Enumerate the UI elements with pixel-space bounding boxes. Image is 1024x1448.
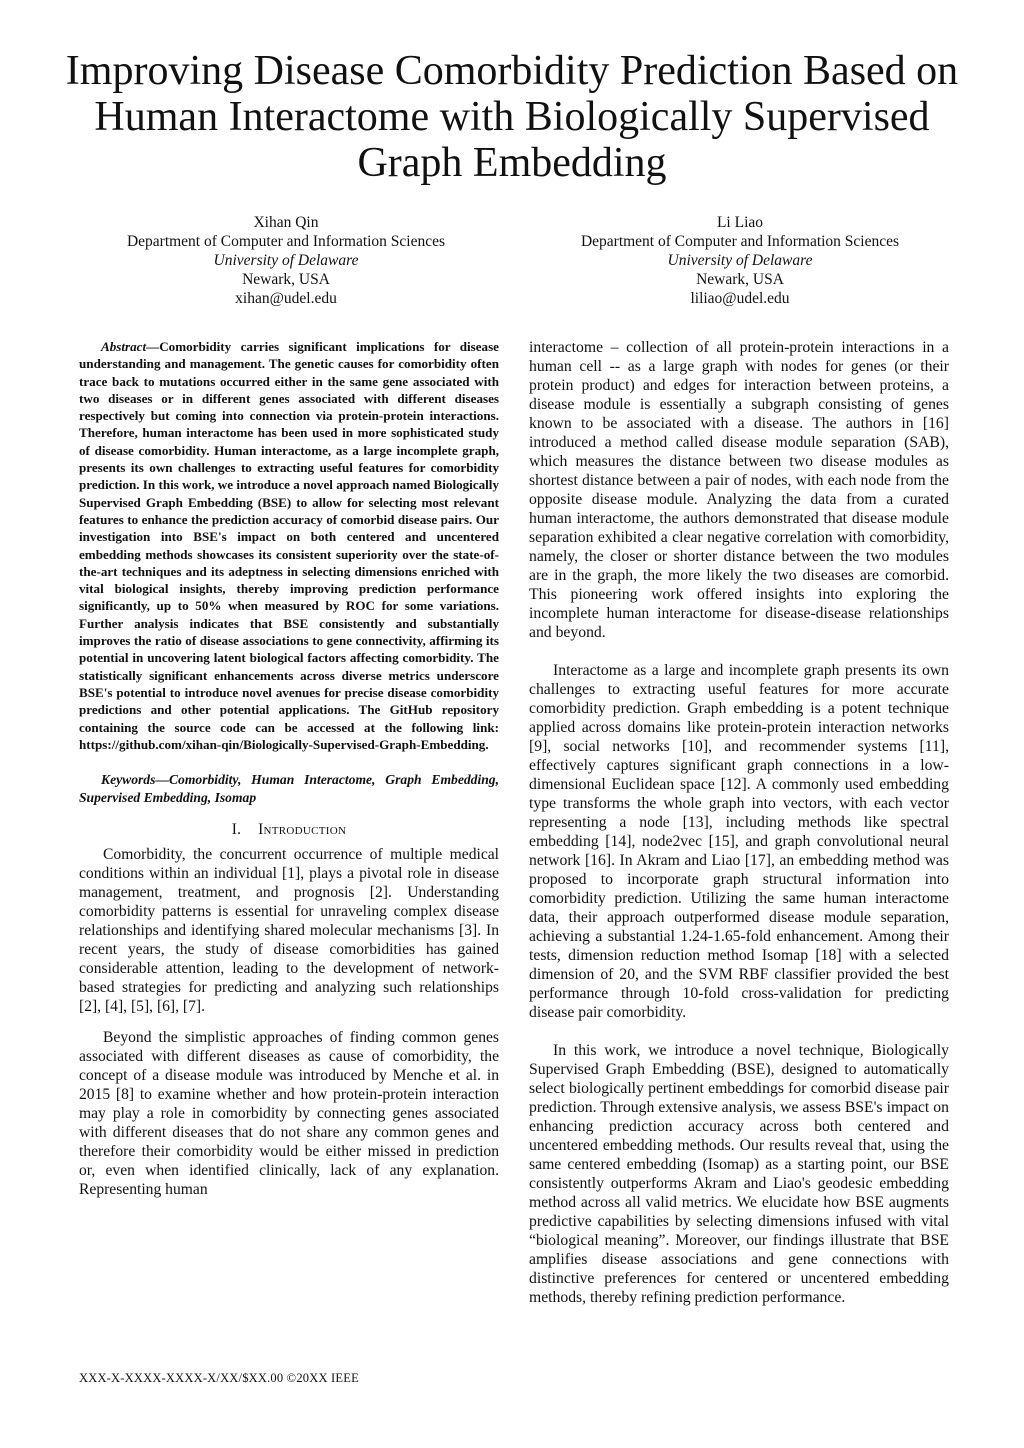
left-column	[79, 338, 499, 1211]
abstract-label: Abstract	[101, 339, 147, 354]
author-block-1	[66, 213, 506, 308]
author-department: Department of Computer and Information Sciences	[126, 233, 446, 250]
author-name: Xihan Qin	[253, 214, 319, 231]
author-name: Li Liao	[716, 214, 764, 231]
section-heading	[79, 820, 499, 839]
body-paragraph: Beyond the simplistic approaches of finding common genes associated with different diseases as cause of comorbidity, the concept of a disease module was introduced by Menche et al. in 2015 [8] to examine whether and how protein-protein interaction may play a role in comorbidity by connecting genes associated with different diseases that do not share any common genes and therefore their comorbidity would be either missed in prediction or, even when identified clinically, lack of any explanation. Representing human	[79, 1029, 499, 1199]
author-department: Department of Computer and Information Sciences	[580, 233, 900, 250]
author-location: Newark, USA	[696, 271, 784, 288]
author-university: University of Delaware	[667, 252, 813, 269]
body-paragraph: Interactome as a large and incomplete graph presents its own challenges to extracting useful features for more accurate comorbidity prediction. Graph embedding is a potent technique applied across domains like protein-protein interaction networks [9], social networks [10], and recommender systems [11], effectively captures significant graph connections in a low-dimensional Euclidean space [12]. A commonly used embedding type transforms the whole graph into vectors, with each vector representing a node [13], including methods like spectral embedding [14], node2vec [15], and graph convolutional neural network [16]. In Akram and Liao [17], an embedding method was proposed to incorporate graph structural information into comorbidity prediction. Utilizing the same human interactome data, their approach outperformed disease module separation, achieving a substantial 1.24-1.65-fold enhancement. Among their tests, dimension reduction method Isomap [18] with a selected dimension of 20, and the SVM RBF classifier provided the best performance through 10-fold cross-validation for predicting disease pair comorbidity.	[529, 662, 949, 1021]
author-university: University of Delaware	[213, 252, 359, 269]
right-column	[529, 338, 949, 1326]
abstract	[79, 338, 499, 753]
body-paragraph: In this work, we introduce a novel technique, Biologically Supervised Graph Embedding (BSE), designed to automatically select biologically pertinent embeddings for comorbid disease pair prediction. Through extensive analysis, we assess BSE's impact on enhancing prediction accuracy across both centered and uncentered embedding methods. Our results reveal that, using the same centered embedding (Isomap) as a starting point, our BSE consistently outperforms Akram and Liao's geodesic embedding method across all valid metrics. We elucidate how BSE augments predictive capabilities by selecting dimensions infused with vital “biological meaning”. Moreover, our findings illustrate that BSE amplifies disease associations and gene connections with distinctive preferences for centered or uncentered embedding methods, thereby refining prediction performance.	[529, 1042, 949, 1306]
section-title: Introduction	[258, 821, 347, 839]
author-block-2	[520, 213, 960, 308]
paper-title: Improving Disease Comorbidity Prediction Based on Human Interactome with Biologically Supervised Graph Embedding	[65, 48, 959, 186]
copyright-footer: XXX-X-XXXX-XXXX-X/XX/$XX.00 ©20XX IEEE	[79, 1371, 359, 1385]
author-email: xihan@udel.edu	[235, 290, 337, 307]
section-number: I.	[231, 821, 242, 839]
abstract-text: —Comorbidity carries significant implications for disease understanding and management. The genetic causes for comorbidity often trace back to mutations occurred either in the same gene associated with two diseases or in different genes associated with different diseases respectively but coming into connection via protein-protein interactions. Therefore, human interactome has been used in more sophisticated study of disease comorbidity. Human interactome, as a large incomplete graph, presents its own challenges to extracting useful features for comorbidity prediction. In this work, we introduce a novel approach named Biologically Supervised Graph Embedding (BSE) to allow for selecting most relevant features to enhance the prediction accuracy of comorbid disease pairs. Our investigation into BSE's impact on both centered and uncentered embedding methods showcases its consistent superiority over the state-of-the-art techniques and its adeptness in selecting dimensions enriched with vital biological insights, thereby improving prediction performance significantly, up to 50% when measured by ROC for some variations. Further analysis indicates that BSE consistently and substantially improves the ratio of disease associations to gene connectivity, affirming its potential in uncovering latent biological factors affecting comorbidity. The statistically significant enhancements across diverse metrics underscore BSE's potential to introduce novel avenues for precise disease comorbidity predictions and other potential applications. The GitHub repository containing the source code can be accessed at the following link: https://github.com/xihan-qin/Biologically-Supervised-Graph-Embedding.	[79, 339, 499, 752]
author-email: liliao@udel.edu	[690, 290, 790, 307]
body-paragraph: Comorbidity, the concurrent occurrence of multiple medical conditions within an individual [1], plays a pivotal role in disease management, treatment, and prognosis [2]. Understanding comorbidity patterns is essential for unraveling complex disease relationships and identifying shared molecular mechanisms [3]. In recent years, the study of disease comorbidities has gained considerable attention, leading to the development of network-based strategies for predicting and analyzing such relationships [2], [4], [5], [6], [7].	[79, 846, 499, 1016]
author-location: Newark, USA	[242, 271, 330, 288]
body-paragraph: interactome – collection of all protein-protein interactions in a human cell -- as a large graph with nodes for genes (or their protein product) and edges for interaction between proteins, a disease module is essentially a subgraph consisting of genes known to be associated with a disease. The authors in [16] introduced a method called disease module separation (SAB), which measures the distance between two disease modules as shortest distance between a pair of nodes, with each node from the opposite disease module. Analyzing the data from a curated human interactome, the authors demonstrated that disease module separation exhibited a clear negative correlation with comorbidity, namely, the closer or shorter distance between the two modules are in the graph, the more likely the two diseases are comorbid. This pioneering work offered insights into exploring the incomplete human interactome for disease-disease relationships and beyond.	[529, 339, 949, 641]
keywords: Keywords—Comorbidity, Human Interactome, Graph Embedding, Supervised Embedding, Isomap	[79, 772, 499, 805]
